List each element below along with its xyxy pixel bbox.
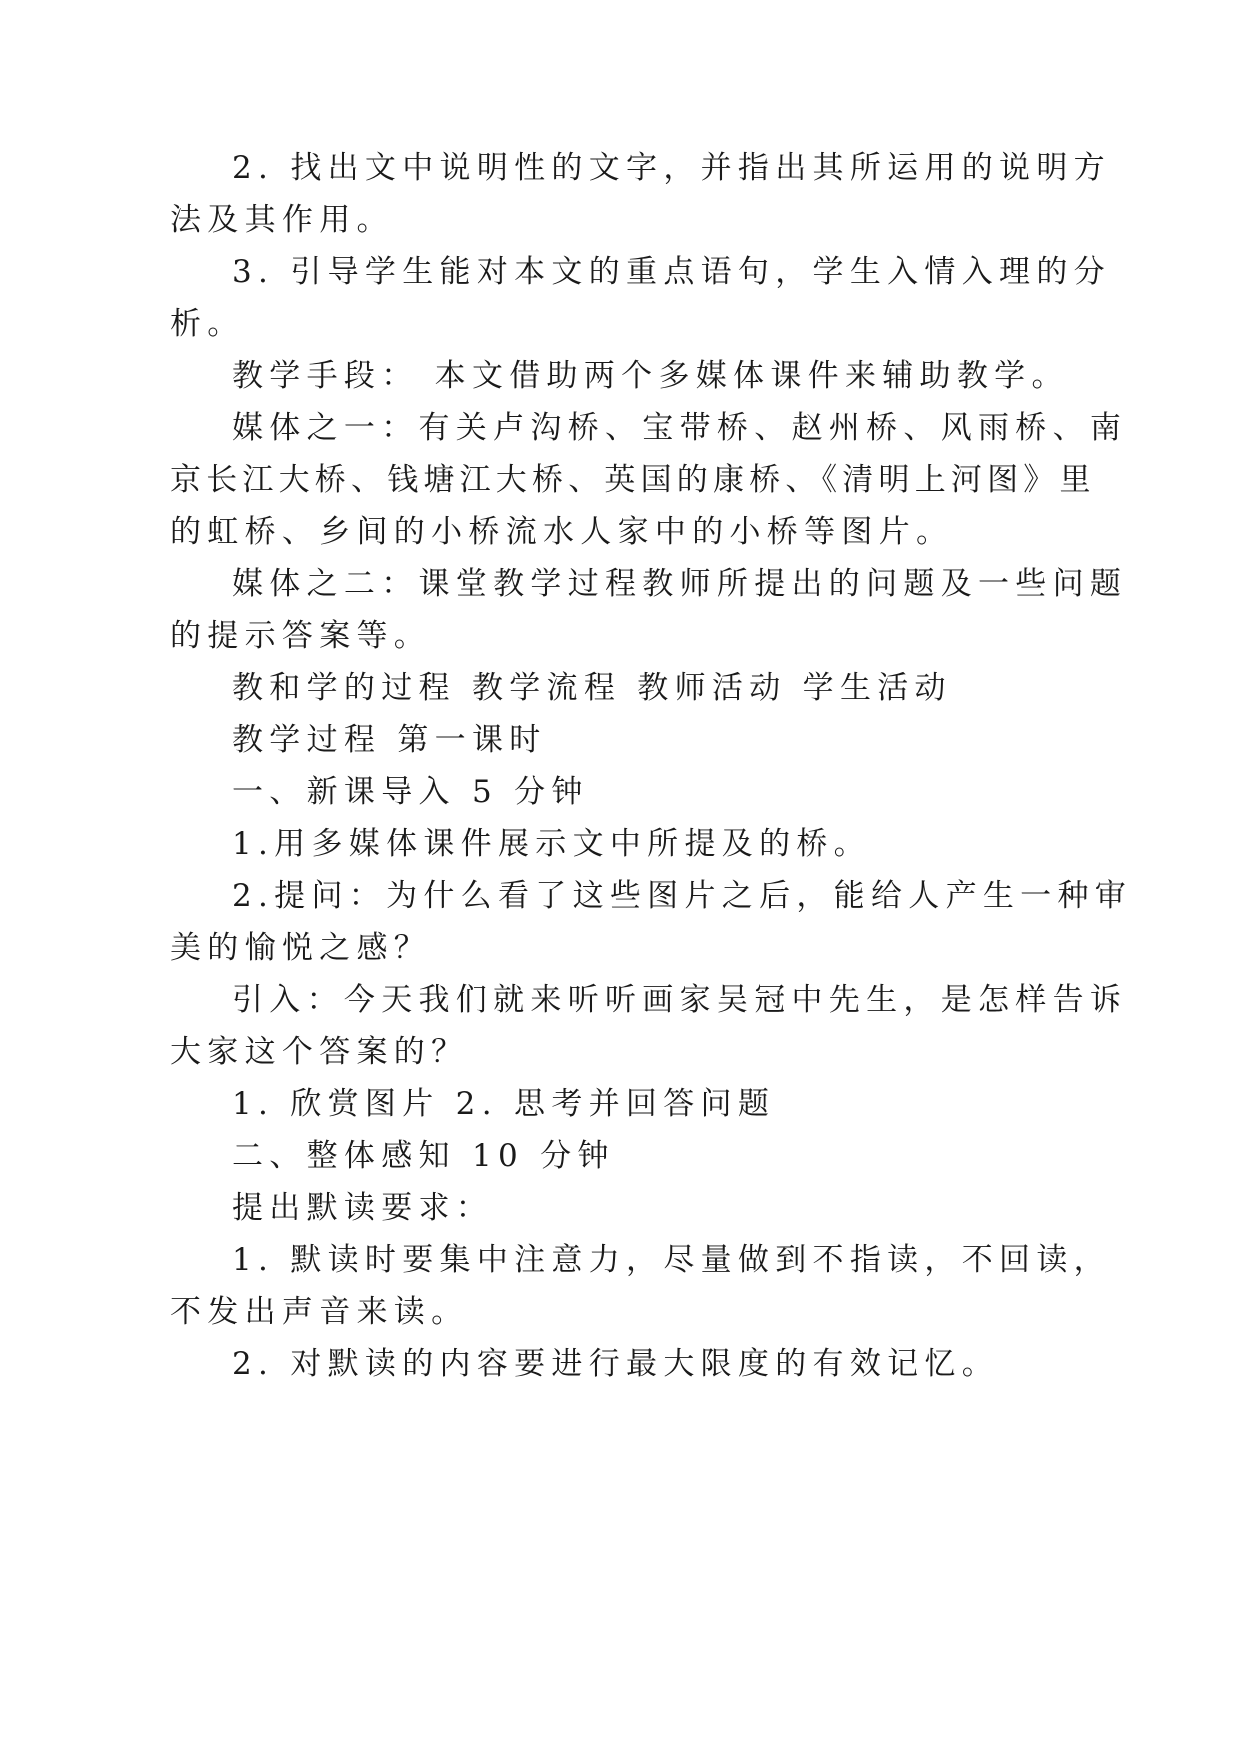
text-line: 1.用多媒体课件展示文中所提及的桥。: [232, 826, 871, 862]
text-line: 大家这个答案的？: [170, 1034, 469, 1070]
text-line: 的虹桥、乡间的小桥流水人家中的小桥等图片。: [170, 514, 954, 550]
text-line: 媒体之一：有关卢沟桥、宝带桥、赵州桥、风雨桥、南: [232, 410, 1128, 446]
text-line: 教和学的过程 教学流程 教师活动 学生活动: [232, 670, 952, 706]
text-line: 美的愉悦之感？: [170, 930, 432, 966]
text-line: 法及其作用。: [170, 202, 394, 238]
text-line: 的提示答案等。: [170, 618, 432, 654]
text-line: 1. 欣赏图片 2. 思考并回答问题: [232, 1086, 776, 1122]
text-line: 2. 对默读的内容要进行最大限度的有效记忆。: [232, 1346, 1000, 1382]
text-line: 京长江大桥、钱塘江大桥、英国的康桥、《清明上河图》里: [170, 462, 1096, 498]
text-line: 教学手段： 本文借助两个多媒体课件来辅助教学。: [232, 358, 1069, 394]
text-line: 析。: [170, 306, 245, 342]
text-line: 引入：今天我们就来听听画家吴冠中先生，是怎样告诉: [232, 982, 1128, 1018]
text-line: 1. 默读时要集中注意力，尽量做到不指读，不回读，: [232, 1242, 1111, 1278]
text-line: 2. 找出文中说明性的文字，并指出其所运用的说明方: [232, 150, 1111, 186]
text-line: 3. 引导学生能对本文的重点语句，学生入情入理的分: [232, 254, 1111, 290]
text-line: 提出默读要求：: [232, 1190, 494, 1226]
text-line: 教学过程 第一课时: [232, 722, 547, 758]
text-line: 二、整体感知 10 分钟: [232, 1138, 615, 1174]
text-line: 不发出声音来读。: [170, 1294, 469, 1330]
text-line: 媒体之二：课堂教学过程教师所提出的问题及一些问题: [232, 566, 1128, 602]
text-line: 一、新课导入 5 分钟: [232, 774, 589, 810]
text-line: 2.提问：为什么看了这些图片之后，能给人产生一种审: [232, 878, 1133, 914]
